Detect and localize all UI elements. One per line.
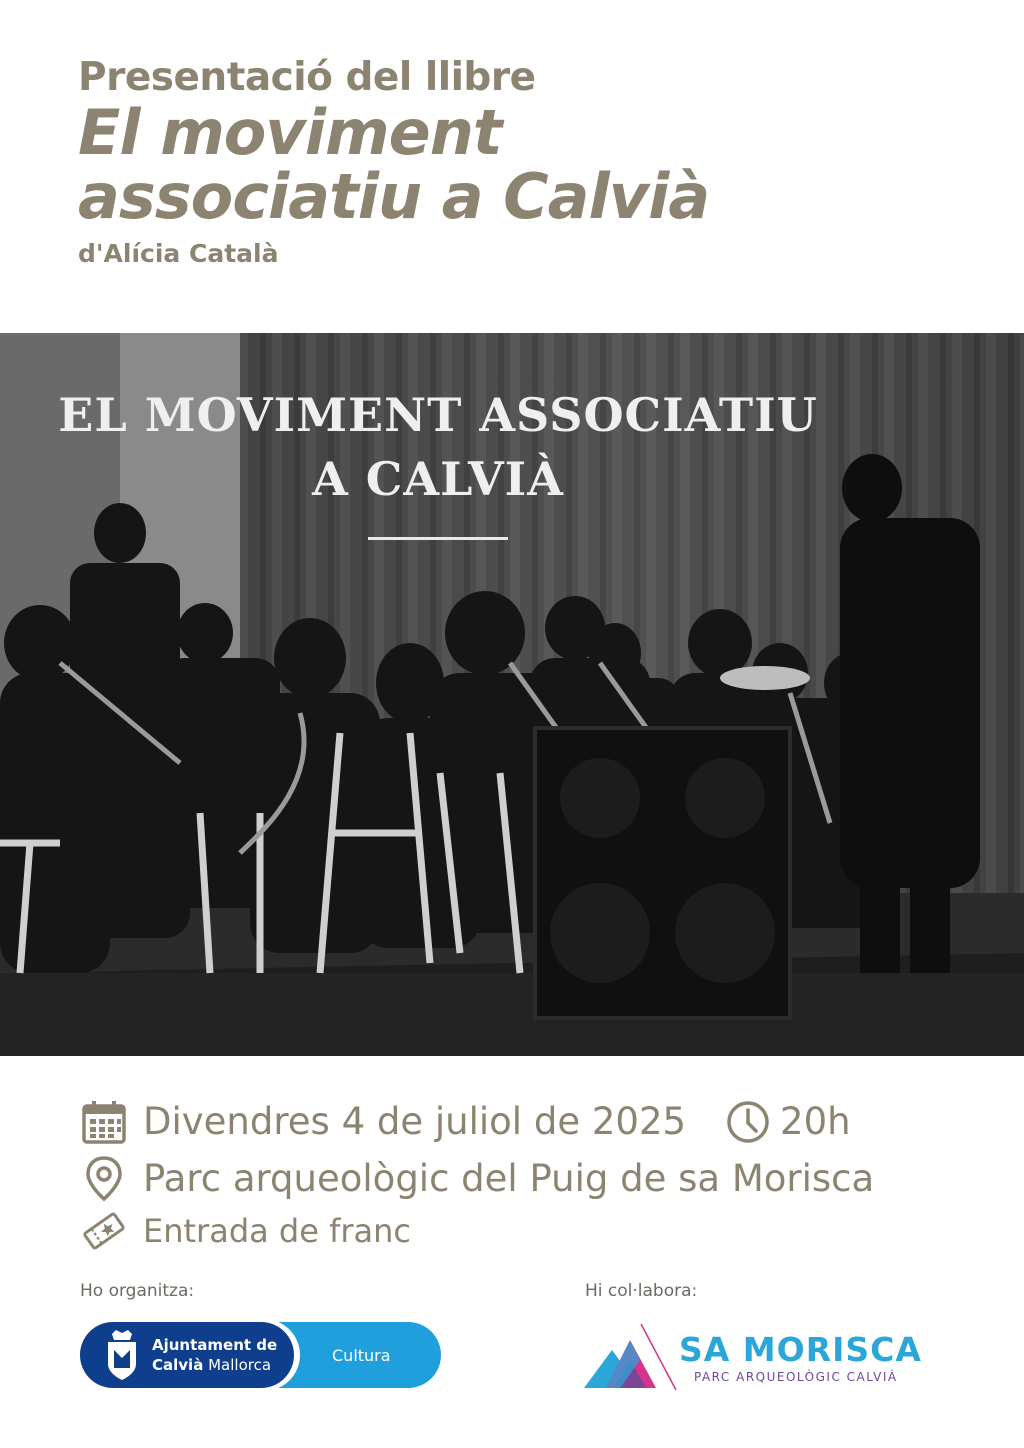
collaborator-label: Hi col·labora: [585,1281,698,1301]
event-entry-row [78,1205,411,1257]
organizer-label: Ho organitza: [80,1281,195,1301]
event-time-group [722,1096,851,1148]
event-time: 20h [780,1100,851,1143]
collaborator-name: SA MORISCA [679,1330,922,1369]
photo-caption-line-2: A CALVIÀ [312,452,564,506]
coat-of-arms-icon [104,1328,140,1382]
clock-icon [722,1096,774,1148]
event-date: Divendres 4 de juliol de 2025 [143,1100,687,1143]
mountain-logo-icon [584,1322,684,1392]
municipality-name-rest: Mallorca [203,1356,272,1374]
department-name: Cultura [332,1346,391,1365]
calendar-icon [78,1096,130,1148]
caption-divider [368,537,508,540]
event-date-row [78,1096,851,1148]
photo-caption [0,383,876,511]
event-place: Parc arqueològic del Puig de sa Morisca [143,1157,875,1200]
municipality-name-line-1: Ajuntament de [152,1336,278,1354]
band-concert-photo [0,333,1024,1056]
ticket-icon [78,1205,130,1257]
author: d'Alícia Català [78,239,279,268]
municipality-name-line-2 [152,1356,271,1374]
sa-morisca-logo [584,1322,954,1392]
location-pin-icon [78,1153,130,1205]
poster-header [78,55,978,271]
event-entry: Entrada de franc [143,1212,411,1250]
ajuntament-calvia-logo [80,1322,441,1388]
collaborator-subtitle: PARC ARQUEOLÒGIC CALVIÀ [694,1370,898,1384]
event-place-row [78,1153,874,1205]
book-title-line-2: associatiu a Calvià [78,160,710,233]
pretitle: Presentació del llibre [78,55,536,100]
municipality-name-bold: Calvià [152,1356,204,1374]
book-title-line-1: El moviment [78,96,502,169]
photo-caption-line-1: EL MOVIMENT ASSOCIATIU [58,388,818,442]
